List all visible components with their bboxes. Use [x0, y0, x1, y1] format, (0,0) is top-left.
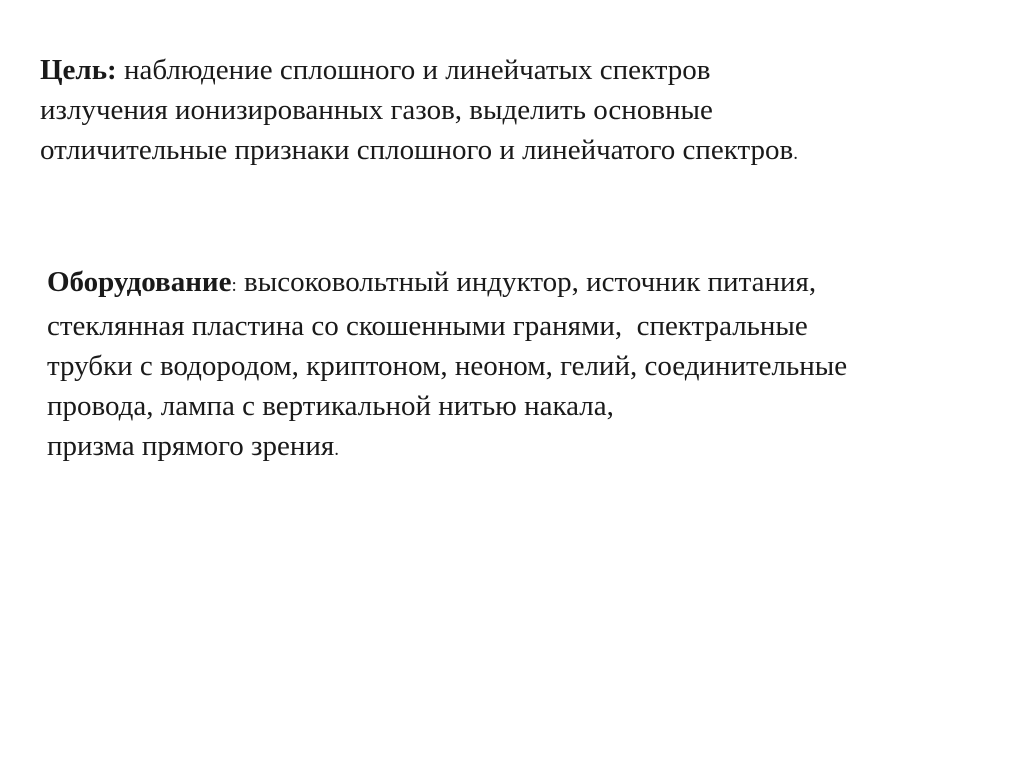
- goal-line-2: [40, 90, 798, 130]
- goal-section: [40, 50, 798, 174]
- equipment-section: [47, 262, 847, 470]
- equipment-line-4: [47, 386, 847, 426]
- goal-text-3: отличительные признаки сплошного и линейчатого спектров: [40, 134, 794, 166]
- equipment-line-3: [47, 346, 847, 386]
- goal-line-3: [40, 130, 798, 174]
- equipment-text-2: стеклянная пластина со скошенными гранями, спектральные: [47, 310, 808, 342]
- equipment-text-3: трубки с водородом, криптоном, неоном, гелий, соединительные: [47, 350, 848, 382]
- equipment-line-5: [47, 426, 847, 470]
- equipment-label: Оборудование: [47, 266, 232, 298]
- equipment-line-1: [47, 262, 847, 306]
- equipment-line-2: [47, 306, 847, 346]
- equipment-text-1: высоковольтный индуктор, источник питания,: [244, 266, 817, 298]
- goal-label: Цель:: [40, 54, 117, 86]
- goal-text-2: излучения ионизированных газов, выделить основные: [40, 94, 713, 126]
- goal-end-mark: .: [793, 143, 798, 164]
- goal-text-1: наблюдение сплошного и линейчатых спектров: [123, 54, 711, 86]
- goal-line-1: [40, 50, 798, 90]
- equipment-text-4: провода, лампа с вертикальной нитью накала,: [47, 390, 614, 422]
- equipment-end-mark: .: [334, 439, 339, 460]
- equipment-text-5: призма прямого зрения: [47, 430, 335, 462]
- equipment-label-colon: :: [231, 275, 237, 296]
